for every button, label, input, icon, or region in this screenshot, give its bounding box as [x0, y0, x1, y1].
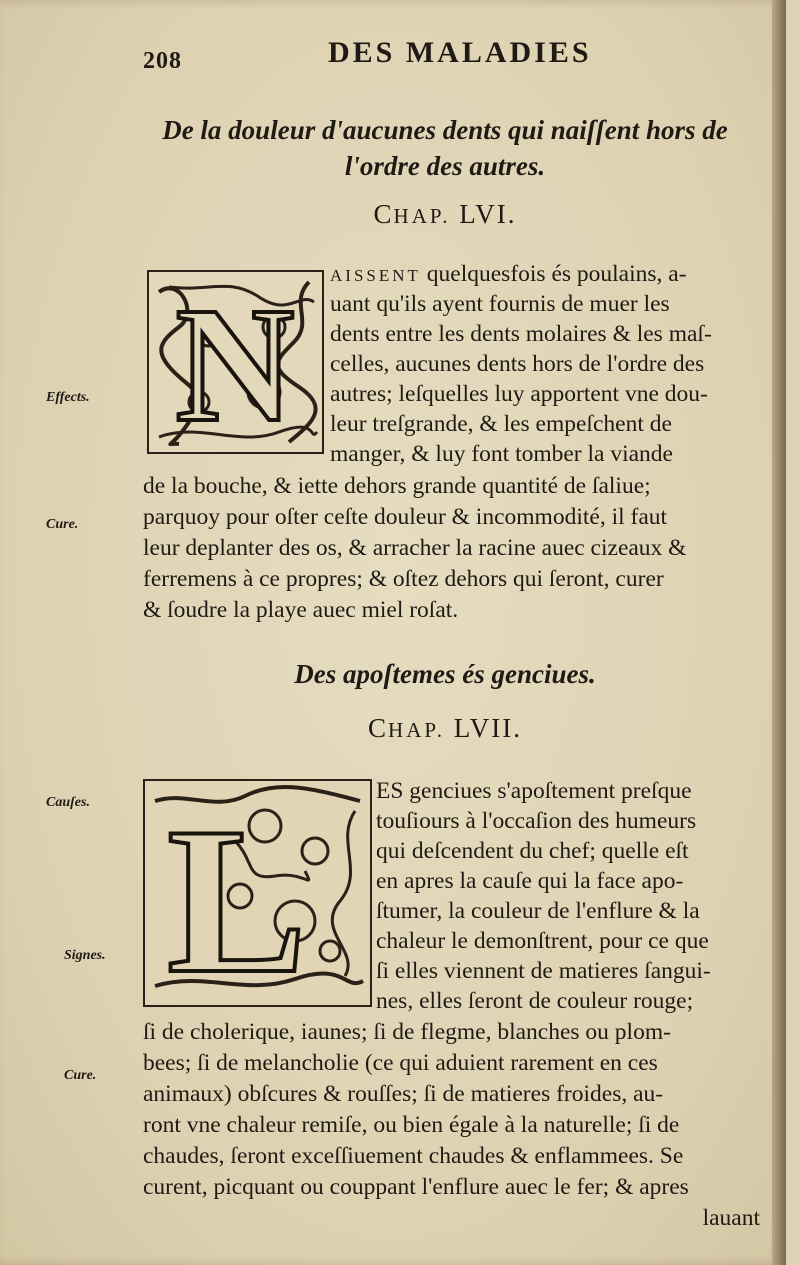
running-head — [0, 34, 786, 74]
running-title: DES MALADIES — [328, 36, 592, 69]
text-line: & ſoudre la playe auec miel roſat. — [143, 597, 459, 623]
text-line: celles, aucunes dents hors de l'ordre des — [330, 351, 705, 377]
margin-note-causes: Cauſes. — [46, 795, 90, 810]
chapter-57-label: CHAP. LVII. — [368, 713, 522, 743]
page-edge — [772, 0, 786, 1265]
chapter-56-title-line-1: De la douleur d'aucunes dents qui naiſſent hors de — [162, 115, 728, 145]
text-line: touſiours à l'occaſion des humeurs — [376, 808, 697, 834]
text-line: parquoy pour oſter ceſte douleur & incommodité, il faut — [143, 504, 668, 530]
chapter-57-title: Des apoſtemes és genciues. — [294, 659, 596, 689]
svg-text:L: L — [166, 785, 308, 1005]
text-line: manger, & luy font tomber la viande — [330, 441, 673, 467]
text-line: en apres la cauſe qui la face apo- — [376, 868, 684, 894]
text-line: leur deplanter des os, & arracher la racine auec cizeaux & — [143, 535, 687, 561]
margin-note-cure: Cure. — [46, 517, 79, 532]
text-line: leur treſgrande, & les empeſchent de — [330, 411, 672, 437]
decorated-initial-n — [147, 270, 324, 454]
chapter-56-label: CHAP. LVI. — [373, 199, 517, 229]
text-line: chaleur le demonſtrent, pour ce que — [376, 928, 709, 954]
text-line: dents entre les dents molaires & les maſ- — [330, 321, 712, 347]
margin-note-cure-2: Cure. — [64, 1068, 97, 1083]
page-number: 208 — [143, 48, 182, 74]
text-line: ferremens à ce propres; & oſtez dehors qui ſeront, curer — [143, 566, 664, 592]
text-line: animaux) obſcures & rouſſes; ſi de matieres froides, au- — [143, 1081, 664, 1107]
catchword: lauant — [702, 1205, 760, 1231]
chapter-56-title-line-2: l'ordre des autres. — [344, 151, 546, 181]
text-line: de la bouche, & iette dehors grande quantité de ſaliue; — [143, 473, 651, 499]
decorated-initial-l — [143, 779, 372, 1007]
text-line: nes, elles ſeront de couleur rouge; — [376, 988, 694, 1014]
floral-ornament-icon — [149, 272, 322, 452]
text-line: uant qu'ils ayent fournis de muer les — [330, 291, 670, 317]
text-line: qui deſcendent du chef; quelle eſt — [376, 838, 689, 864]
text-line: curent, picquant ou couppant l'enflure auec le fer; & apres — [143, 1174, 689, 1200]
svg-text:N: N — [175, 273, 295, 452]
figure-ornament-icon — [145, 781, 370, 1005]
text-line: ſtumer, la couleur de l'enflure & la — [376, 898, 700, 924]
text-line: ront vne chaleur remiſe, ou bien égale à la naturelle; ſi de — [143, 1112, 680, 1138]
margin-note-signs: Signes. — [64, 948, 106, 963]
text-line: AISSENT quelquesfois és poulains, a- — [330, 261, 687, 287]
text-line: bees; ſi de melancholie (ce qui aduient rarement en ces — [143, 1050, 658, 1076]
text-line: autres; leſquelles luy apportent vne dou- — [330, 381, 708, 407]
margin-note-effects: Effects. — [46, 390, 90, 405]
text-line: chaudes, ſeront exceſſiuement chaudes & enflammees. Se — [143, 1143, 684, 1169]
text-line: ES genciues s'apoſtement preſque — [376, 778, 692, 804]
text-line: ſi elles viennent de matieres ſangui- — [376, 958, 711, 984]
text-line: ſi de cholerique, iaunes; ſi de flegme, blanches ou plom- — [143, 1019, 671, 1045]
